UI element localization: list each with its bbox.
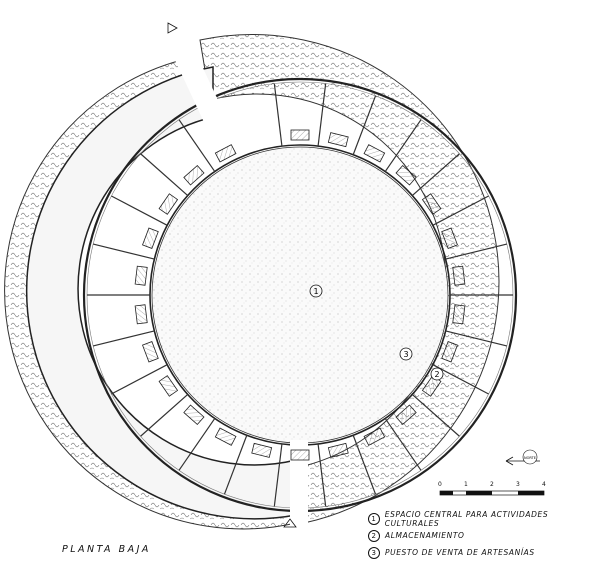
stall-wall xyxy=(141,154,188,196)
north-arrow-icon xyxy=(506,450,540,465)
legend-text: ESPACIO CENTRAL PARA ACTIVIDADES CULTURALES xyxy=(384,509,549,528)
svg-text:1: 1 xyxy=(313,287,319,296)
scale-label: 1 xyxy=(464,481,468,488)
storage-block xyxy=(453,305,465,324)
legend-item xyxy=(368,527,600,544)
legend-text: ALMACENAMIENTO xyxy=(385,531,465,540)
storage-block xyxy=(135,305,147,324)
scale-label: 0 xyxy=(438,481,442,488)
storage-block xyxy=(453,266,465,285)
storage-block xyxy=(215,145,236,162)
drawing-title: PLANTA BAJA xyxy=(62,544,151,555)
scale-bar xyxy=(440,491,544,495)
legend-number: 2 xyxy=(368,530,380,542)
stall-wall xyxy=(141,394,188,436)
svg-text:2: 2 xyxy=(434,370,440,379)
storage-block xyxy=(291,450,309,460)
storage-block xyxy=(143,228,159,248)
svg-text:3: 3 xyxy=(403,350,409,359)
svg-text:NORTE: NORTE xyxy=(524,456,536,460)
plan-label-3 xyxy=(400,348,412,360)
legend-item xyxy=(368,510,600,527)
stall-wall xyxy=(111,196,167,225)
central-plaza xyxy=(152,147,448,443)
section-marker-top-icon xyxy=(168,23,177,33)
scale-label: 2 xyxy=(490,481,494,488)
storage-block xyxy=(143,342,159,362)
storage-block xyxy=(215,428,236,445)
legend-item xyxy=(368,544,600,561)
storage-block xyxy=(135,266,147,285)
storage-block xyxy=(252,443,272,457)
scale-label: 4 xyxy=(542,481,546,488)
stall-wall xyxy=(111,365,167,394)
legend-number: 1 xyxy=(368,513,380,525)
plan-label-2 xyxy=(431,368,443,380)
legend xyxy=(368,510,600,561)
storage-block xyxy=(291,130,309,140)
legend-number: 3 xyxy=(368,547,380,559)
legend-text: PUESTO DE VENTA DE ARTESANÍAS xyxy=(385,548,535,557)
scale-label: 3 xyxy=(516,481,520,488)
